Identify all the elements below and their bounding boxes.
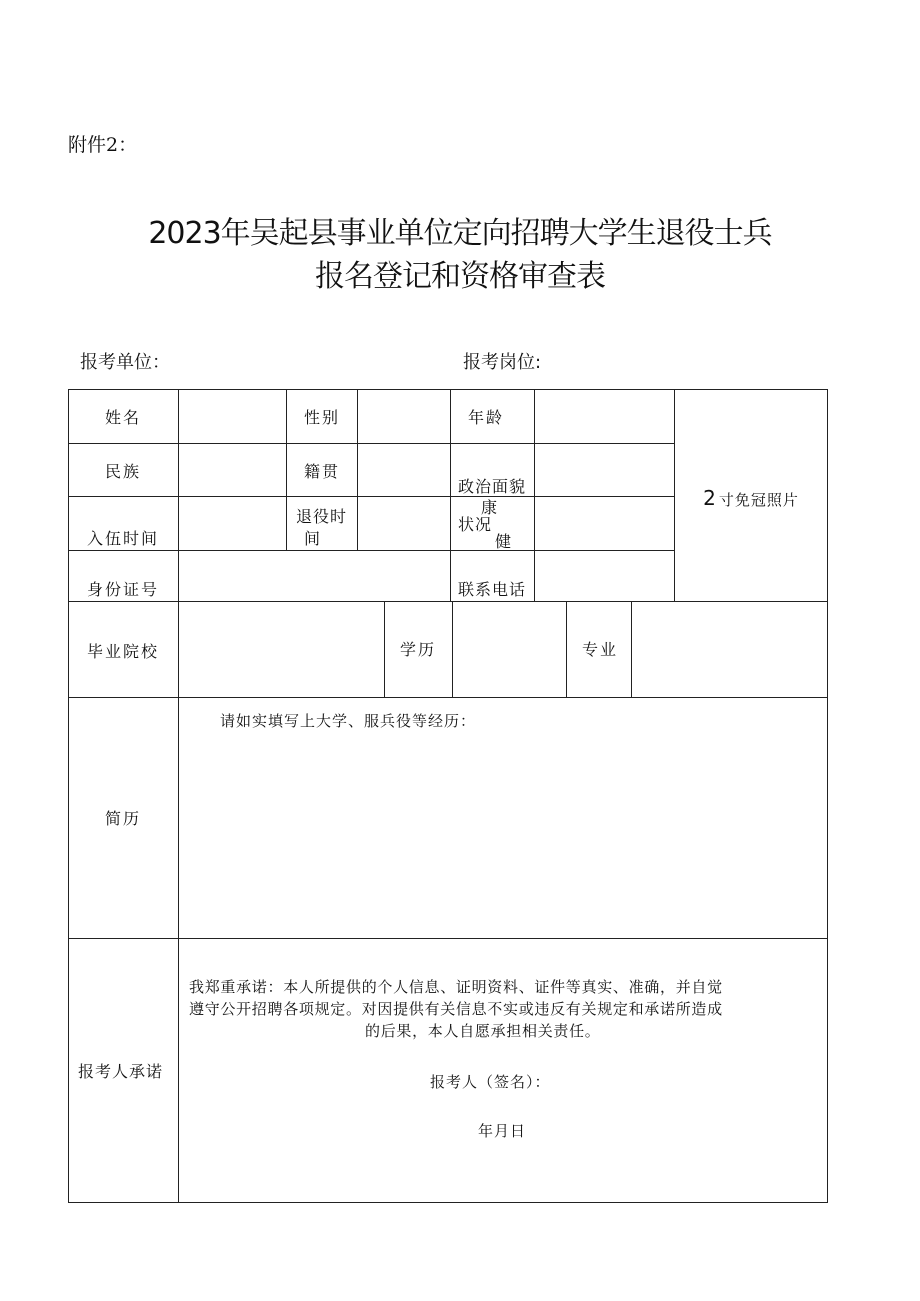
ethnicity-label: 民族 — [105, 462, 142, 481]
phone-label: 联系电话 — [458, 580, 527, 599]
row-divider — [68, 550, 675, 551]
health-label-1: 康 — [481, 498, 500, 517]
row-divider — [68, 601, 828, 602]
commitment-text-line1: 我郑重承诺：本人所提供的个人信息、证明资料、证件等真实、准确，并自觉 — [189, 978, 723, 996]
col-divider — [357, 389, 358, 551]
applied-unit-label: 报考单位： — [80, 352, 170, 373]
discharge-time-label: 退役时 — [296, 507, 348, 526]
id-number-label: 身份证号 — [87, 580, 160, 599]
resume-hint: 请如实填写上大学、服兵役等经历： — [220, 712, 477, 730]
enlist-time-label: 入伍时间 — [87, 529, 160, 548]
col-divider — [178, 389, 179, 1203]
row-divider — [68, 938, 828, 939]
table-border-right — [827, 389, 828, 1203]
gender-label: 性别 — [304, 408, 341, 427]
major-label: 专业 — [582, 640, 619, 659]
col-divider — [450, 389, 451, 602]
signature-label: 报考人（签名）： — [430, 1073, 551, 1091]
photo-size: 2 — [703, 486, 716, 510]
row-divider — [68, 496, 675, 497]
photo-placeholder — [675, 486, 827, 510]
col-divider — [452, 601, 453, 698]
table-border-left — [68, 389, 69, 1203]
col-divider — [631, 601, 632, 698]
row-divider — [68, 697, 828, 698]
commitment-text-line2: 遵守公开招聘各项规定。对因提供有关信息不实或违反有关规定和承诺所造成 — [189, 1000, 723, 1018]
form-title-line1: 2023年吴起县事业单位定向招聘大学生退役士兵 — [148, 216, 772, 251]
col-divider — [384, 601, 385, 698]
form-title-line2: 报名登记和资格审查表 — [315, 259, 605, 294]
health-label-3: 健 — [495, 532, 514, 551]
health-label-2: 状况 — [458, 515, 493, 534]
age-label: 年龄 — [468, 408, 505, 427]
education-label: 学历 — [400, 640, 437, 659]
native-place-label: 籍贯 — [304, 462, 341, 481]
graduate-school-label: 毕业院校 — [87, 642, 160, 661]
political-status-label: 政治面貌 — [458, 477, 527, 496]
table-border-top — [68, 389, 828, 390]
col-divider — [566, 601, 567, 698]
date-label: 年月日 — [478, 1122, 527, 1140]
col-divider — [534, 389, 535, 602]
col-divider — [286, 389, 287, 551]
name-label: 姓名 — [105, 408, 142, 427]
resume-label: 简历 — [105, 809, 142, 828]
commitment-label: 报考人承诺 — [78, 1062, 164, 1081]
commitment-text-line3: 的后果，本人自愿承担相关责任。 — [365, 1022, 601, 1040]
applied-post-label: 报考岗位: — [463, 352, 542, 373]
discharge-time-label-cont: 间 — [304, 529, 323, 548]
row-divider — [68, 443, 675, 444]
attachment-label: 附件2： — [68, 134, 138, 156]
table-border-bottom — [68, 1202, 828, 1203]
photo-label: 寸免冠照片 — [718, 491, 799, 509]
